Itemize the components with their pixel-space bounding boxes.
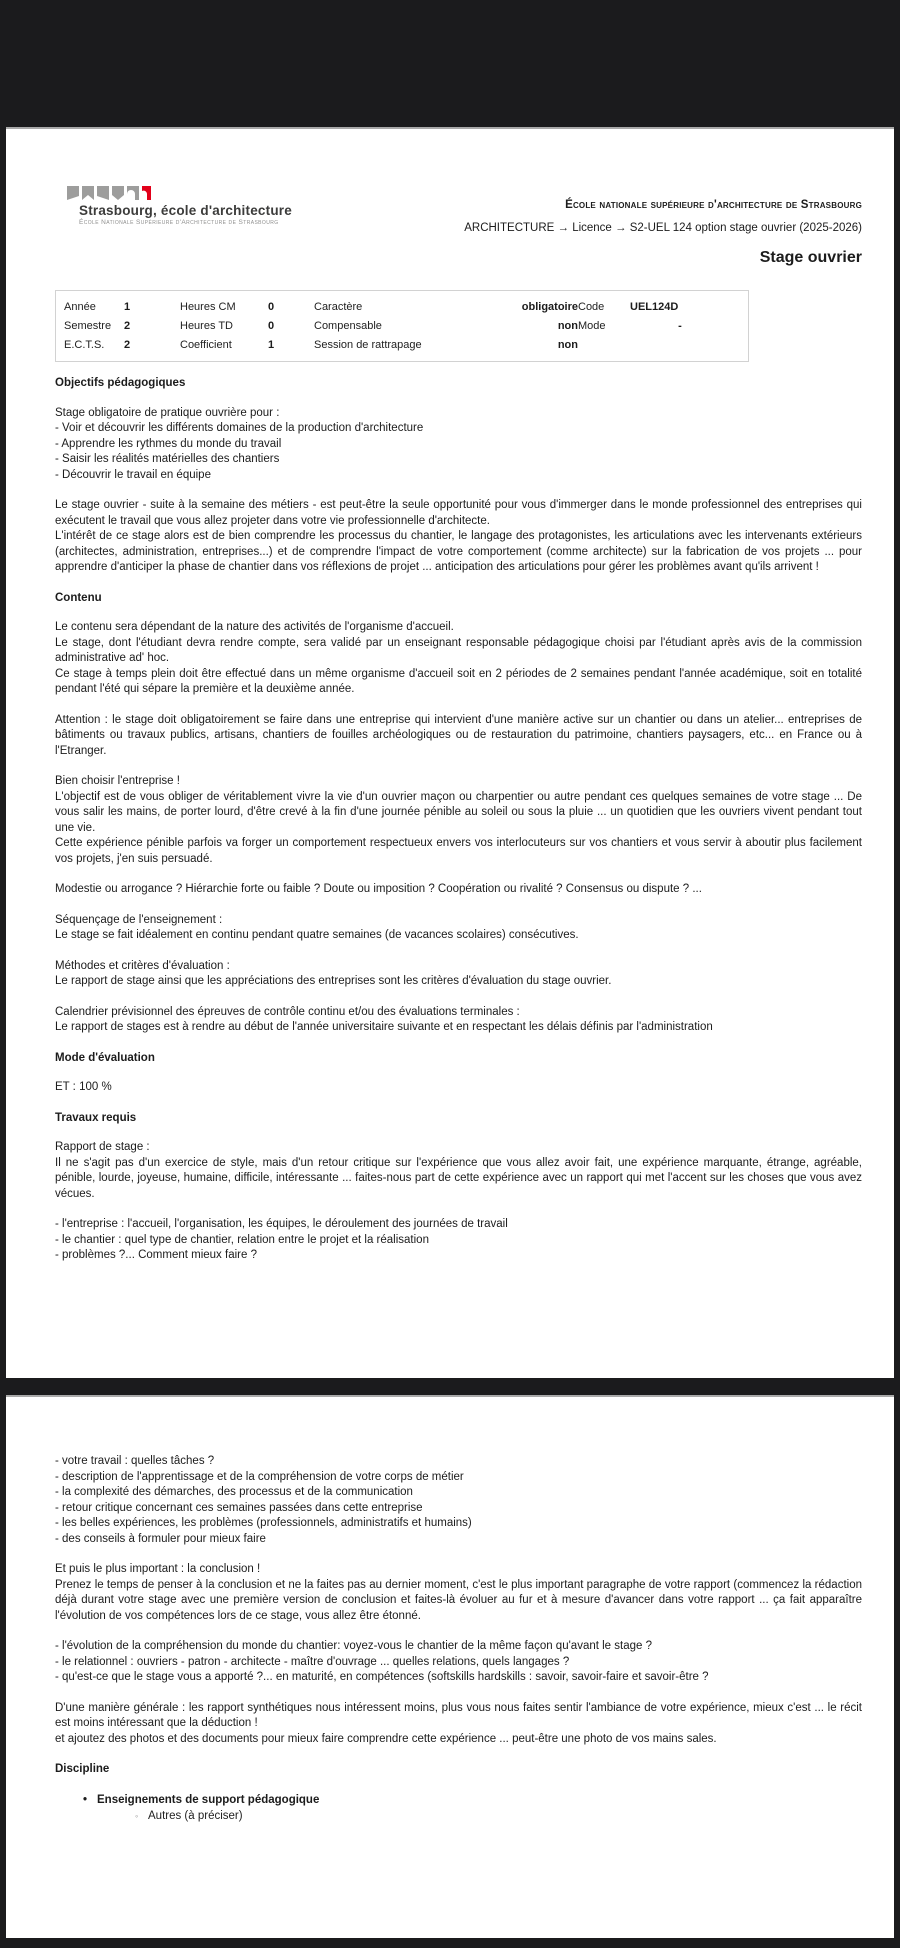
school-logo [55, 185, 355, 226]
paragraph: Calendrier prévisionnel des épreuves de contrôle continu et/ou des évaluations terminales : [55, 1005, 520, 1018]
school-name-line: École nationale supérieure d'architecture de Strasbourg [565, 199, 862, 211]
header-right [464, 185, 862, 234]
list-line: - des conseils à formuler pour mieux faire [55, 1532, 266, 1545]
list-line: - le chantier : quel type de chantier, relation entre le projet et la réalisation [55, 1233, 429, 1246]
paragraph: Le stage se fait idéalement en continu pendant quatre semaines (de vacances scolaires) consécutives. [55, 929, 579, 941]
paragraph: Le rapport de stages est à rendre au début de l'année universitaire suivante et en respectant les délais définis par l'administration [55, 1021, 713, 1033]
section-heading-objectifs: Objectifs pédagogiques [55, 377, 186, 389]
list-line: - Saisir les réalités matérielles des chantiers [55, 453, 280, 465]
paragraph: Et puis le plus important : la conclusion ! [55, 1563, 261, 1575]
section-heading-mode-evaluation: Mode d'évaluation [55, 1051, 155, 1064]
table-label: Heures CM [180, 301, 236, 313]
list-line: Stage obligatoire de pratique ouvrière pour : [55, 406, 280, 419]
table-label: Heures TD [180, 320, 233, 332]
table-value [630, 336, 730, 354]
objectifs-list [55, 406, 862, 484]
section-heading-travaux-requis: Travaux requis [55, 1111, 137, 1124]
list-line: - la complexité des démarches, des processus et de la communication [55, 1486, 413, 1498]
table-label: Compensable [314, 320, 382, 332]
list-line: - problèmes ?... Comment mieux faire ? [55, 1249, 257, 1261]
list-line: - votre travail : quelles tâches ? [55, 1455, 215, 1467]
table-value: non [557, 339, 578, 351]
section-heading-discipline: Discipline [55, 1763, 110, 1775]
paragraph: D'une manière générale : les rapport synthétiques nous intéressent moins, plus vous nous faites sentir l'ambiance de votre expérience, mieux c'est ... le récit est moins intéressant que la déduction ! [55, 1701, 862, 1729]
table-label: Coefficient [180, 339, 232, 351]
table-value: 0 [268, 320, 275, 332]
table-value: - [678, 320, 682, 332]
table-value: UEL124D [630, 301, 679, 313]
table-label: Mode [578, 320, 606, 332]
discipline-subitem-label: Autres (à préciser) [148, 1809, 243, 1822]
list-line: - description de l'apprentissage et de la compréhension de votre corps de métier [55, 1470, 464, 1483]
paragraph: Cette expérience pénible parfois va forger un comportement respectueux envers vos interlocuteurs sur vos chantiers et vous servir à aboutir plus facilement vos projets, j'en suis persuadé. [55, 837, 862, 865]
paragraph: Le stage, dont l'étudiant devra rendre compte, sera validé par un enseignant responsable pédagogique choisi par l'étudiant après avis de la commission administrative ad' hoc. [55, 636, 862, 664]
list-line: - Découvrir le travail en équipe [55, 468, 211, 481]
paragraph: Le rapport de stage ainsi que les appréciations des entreprises sont les critères d'évaluation du stage ouvrier. [55, 975, 612, 987]
list-line: - le relationnel : ouvriers - patron - architecte - maître d'ouvrage ... quelles relations, quels langages ? [55, 1655, 570, 1668]
paragraph: Séquençage de l'enseignement : [55, 913, 223, 926]
bullet-disc-icon: • [83, 1793, 88, 1806]
discipline-subitem [135, 1809, 862, 1825]
table-label: Session de rattrapage [314, 339, 422, 351]
bullet-circle-icon: ◦ [135, 1810, 139, 1821]
list-line: - qu'est-ce que le stage vous a apporté ?... en maturité, en compétences (softskills hardskills : savoir, savoir-faire et savoir-être ? [55, 1671, 709, 1683]
table-label: Semestre [64, 320, 112, 332]
table-label: Code [578, 301, 605, 313]
paragraph: L'objectif est de vous obliger de véritablement vivre la vie d'un ouvrier maçon ou charpentier ou autre pendant ces quelques semaines de votre stage ... De vous salir les mains, de porter lourd, d'être crevé à la fin d'une journée pénible au soleil ou sous la pluie ... un quotidien que les ouvriers vivent pendant tout une vie. [55, 790, 862, 834]
paragraph: Il ne s'agit pas d'un exercice de style, mais d'un retour critique sur l'expérience que vous allez avoir fait, une expérience marquante, étrange, agréable, pénible, lourde, joyeuse, humaine, difficile, intéressante ... faites-nous part de cette expérience avec un rapport qui met l'accent sur les choses que vous avez vécues. [55, 1156, 862, 1200]
paragraph: Le stage ouvrier - suite à la semaine des métiers - est peut-être la seule opportunité pour vous d'immerger dans le monde professionnel des entreprises qui exécutent le travail que vous allez projeter dans votre vie professionnelle d'architecte. [55, 499, 862, 527]
page-header [55, 185, 862, 234]
table-value: 2 [124, 339, 131, 351]
list-line: - l'évolution de la compréhension du monde du chantier: voyez-vous le chantier de la même façon qu'avant le stage ? [55, 1640, 652, 1652]
school-brand-subtitle: École Nationale Supérieure d'Architecture de Strasbourg [79, 219, 279, 226]
page-2 [6, 1395, 894, 1938]
list-line: - retour critique concernant ces semaines passées dans cette entreprise [55, 1501, 423, 1514]
paragraph: Le contenu sera dépendant de la nature des activités de l'organisme d'accueil. [55, 621, 454, 633]
breadcrumb: ARCHITECTURE → Licence → S2-UEL 124 option stage ouvrier (2025-2026) [464, 222, 862, 234]
paragraph: et ajoutez des photos et des documents pour mieux faire comprendre cette expérience ... peut-être une photo de vos mains sales. [55, 1732, 717, 1745]
table-value: obligatoire [521, 301, 578, 313]
ensas-logo-icon [67, 185, 153, 201]
table-value: non [557, 320, 578, 332]
list-line: - l'entreprise : l'accueil, l'organisation, les équipes, le déroulement des journées de travail [55, 1218, 508, 1230]
table-label: Année [64, 301, 96, 313]
list-line: - les belles expériences, les problèmes (professionnels, administratifs et humains) [55, 1517, 472, 1529]
section-heading-contenu: Contenu [55, 591, 102, 604]
paragraph: Rapport de stage : [55, 1141, 150, 1153]
list-line: - Voir et découvrir les différents domaines de la production d'architecture [55, 422, 424, 434]
discipline-item [83, 1792, 862, 1808]
page-title: Stage ouvrier [759, 249, 862, 266]
paragraph: Prenez le temps de penser à la conclusion et ne la faites pas au dernier moment, c'est le plus important paragraphe de votre rapport (commencez la rédaction déjà durant votre stage avec une première version de conclusion et faites-là évoluer au fur et à mesure d'avancer dans votre rapport ... ça fait apparaître l'évolution de vos compétences lors de ce stage, vous allez être étonné. [55, 1578, 862, 1622]
table-value: 1 [268, 339, 275, 351]
paragraph: Méthodes et critères d'évaluation : [55, 959, 230, 972]
table-value: 1 [124, 301, 131, 313]
table-value: 2 [124, 320, 131, 332]
paragraph: ET : 100 % [55, 1081, 112, 1093]
paragraph: L'intérêt de ce stage alors est de bien comprendre les processus du chantier, le langage des protagonistes, les articulations avec les intervenants extérieurs (architectes, administration, entreprises...) et de comprendre l'impact de votre comportement (comme architecte) sur la fabrication de vos projets ... pour apprendre d'anticiper la phase de chantier dans vos réflexions de projet ... anticipation des articulations pour gérer les problèmes avant qu'ils arrivent ! [55, 530, 862, 573]
course-info-table [55, 290, 749, 362]
discipline-item-label: Enseignements de support pédagogique [97, 1793, 320, 1806]
paragraph: Bien choisir l'entreprise ! [55, 775, 180, 787]
paragraph: Ce stage à temps plein doit être effectué dans un même organisme d'accueil soit en 2 périodes de 2 semaines pendant l'année académique, soit en totalité pendant l'été qui sépare la première et la deuxième année. [55, 667, 862, 695]
table-label [578, 336, 630, 354]
table-label: E.C.T.S. [64, 339, 105, 351]
school-brand-name: Strasbourg, école d'architecture [79, 203, 292, 218]
table-value: 0 [268, 301, 275, 313]
page-1 [6, 127, 894, 1378]
paragraph: Attention : le stage doit obligatoirement se faire dans une entreprise qui intervient d'une manière active sur un chantier ou dans un atelier... entreprises de bâtiments ou travaux publics, artisans, chantiers de fouilles archéologiques ou de restauration du patrimoine, chantiers paysagers, etc... en France ou à l'Etranger. [55, 713, 862, 757]
list-line: - Apprendre les rythmes du monde du travail [55, 437, 282, 450]
table-label: Caractère [314, 301, 363, 313]
paragraph: Modestie ou arrogance ? Hiérarchie forte ou faible ? Doute ou imposition ? Coopération ou rivalité ? Consensus ou dispute ? ... [55, 883, 702, 895]
